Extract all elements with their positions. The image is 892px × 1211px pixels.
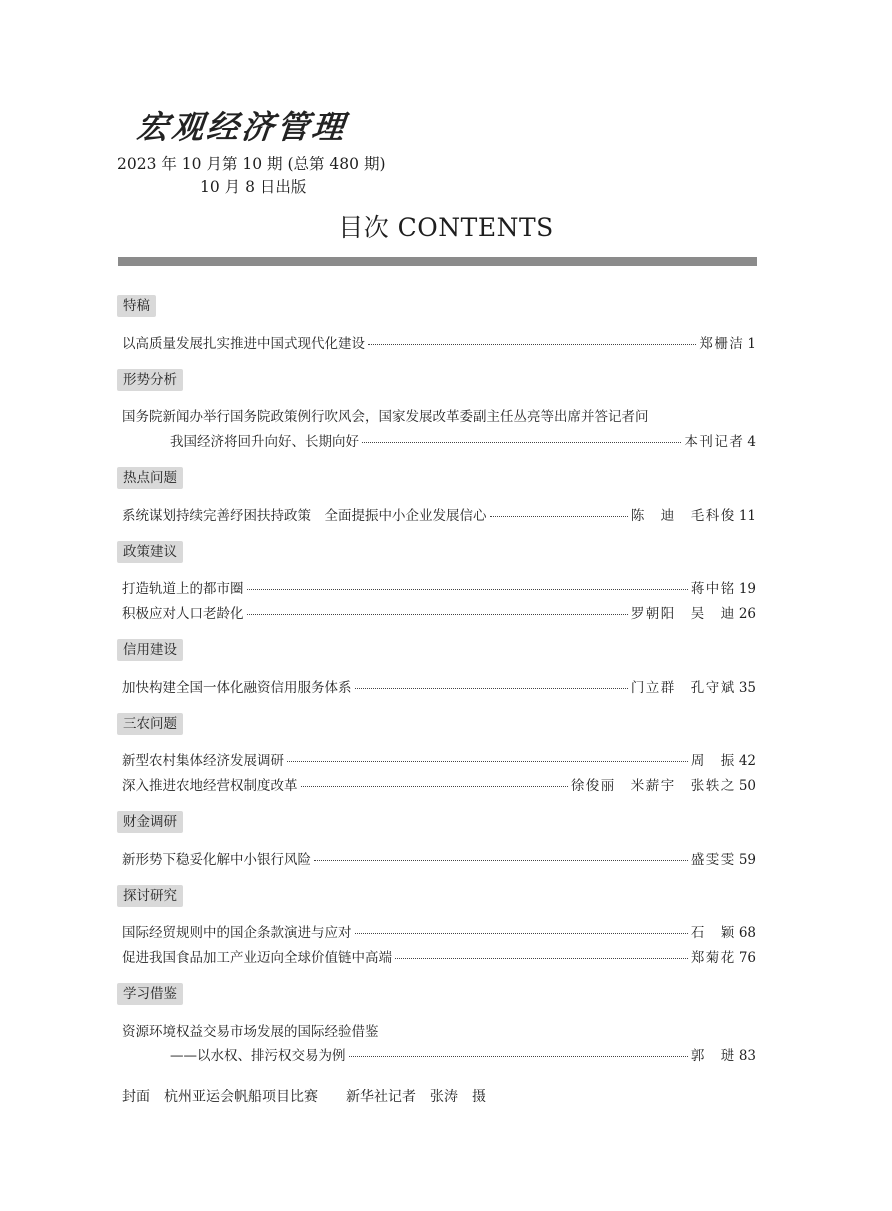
- article-author: 郑菊花: [690, 950, 736, 966]
- toc-entry[interactable]: [122, 1020, 756, 1040]
- toc-entry[interactable]: [122, 602, 756, 622]
- article-title: 新形势下稳妥化解中小银行风险: [122, 852, 311, 868]
- article-author: 郑栅洁: [699, 336, 745, 352]
- section-heading: 三农问题: [117, 713, 183, 735]
- article-title: 促进我国食品加工产业迈向全球价值链中高端: [122, 950, 392, 966]
- issue-number: 2023 年 10 月第 10 期 (总第 480 期): [117, 155, 386, 173]
- page-number: 42: [738, 753, 756, 769]
- article-author: 盛雯雯: [690, 852, 736, 868]
- toc-entry[interactable]: [122, 749, 756, 769]
- toc-entry[interactable]: [122, 504, 756, 524]
- toc-entry[interactable]: [122, 921, 756, 941]
- article-subtitle: 我国经济将回升向好、长期向好: [170, 434, 359, 450]
- page-number: 68: [738, 925, 756, 941]
- page-number: 26: [738, 606, 756, 622]
- article-title: 资源环境权益交易市场发展的国际经验借鉴: [122, 1024, 379, 1040]
- dot-leader: [247, 589, 688, 590]
- page-number: 35: [738, 680, 756, 696]
- dot-leader: [362, 442, 681, 443]
- article-author: 罗朝阳 吴 迪: [630, 606, 736, 622]
- article-title: 新型农村集体经济发展调研: [122, 753, 284, 769]
- dot-leader: [301, 786, 568, 787]
- section-heading: 信用建设: [117, 639, 183, 661]
- title-divider: [118, 257, 757, 266]
- dot-leader: [490, 516, 628, 517]
- section-heading: 热点问题: [117, 467, 183, 489]
- page-number: 11: [738, 508, 756, 524]
- toc-entry[interactable]: [122, 774, 756, 794]
- article-author: 石 颖: [690, 925, 736, 941]
- toc-entry[interactable]: [122, 405, 756, 425]
- journal-masthead: 宏观经济管理: [134, 108, 349, 146]
- section-heading: 探讨研究: [117, 885, 183, 907]
- article-author: 陈 迪 毛科俊: [630, 508, 736, 524]
- article-author: 周 振: [690, 753, 736, 769]
- article-title: 国务院新闻办举行国务院政策例行吹风会，国家发展改革委副主任丛亮等出席并答记者问: [122, 409, 649, 425]
- article-title: 国际经贸规则中的国企条款演进与应对: [122, 925, 352, 941]
- article-title: 系统谋划持续完善纾困扶持政策 全面提振中小企业发展信心: [122, 508, 487, 524]
- article-subtitle: ——以水权、排污权交易为例: [170, 1048, 346, 1064]
- article-title: 深入推进农地经营权制度改革: [122, 778, 298, 794]
- article-author: 门立群 孔守斌: [630, 680, 736, 696]
- article-author: 本刊记者: [684, 434, 745, 450]
- article-title: 加快构建全国一体化融资信用服务体系: [122, 680, 352, 696]
- dot-leader: [395, 958, 688, 959]
- article-title: 以高质量发展扎实推进中国式现代化建设: [122, 336, 365, 352]
- page-number: 1: [747, 336, 756, 352]
- article-title: 打造轨道上的都市圈: [122, 581, 244, 597]
- page-number: 19: [738, 581, 756, 597]
- article-author: 郭 琎: [690, 1048, 736, 1064]
- page-number: 59: [738, 852, 756, 868]
- section-heading: 政策建议: [117, 541, 183, 563]
- toc-entry[interactable]: [122, 848, 756, 868]
- dot-leader: [349, 1056, 688, 1057]
- section-heading: 财金调研: [117, 811, 183, 833]
- publication-date: 10 月 8 日出版: [200, 178, 307, 196]
- article-author: 徐俊丽 米薪宇 张轶之: [570, 778, 736, 794]
- section-heading: 特稿: [117, 295, 156, 317]
- dot-leader: [314, 860, 688, 861]
- dot-leader: [355, 933, 688, 934]
- cover-photo-credit: 封面 杭州亚运会帆船项目比赛 新华社记者 张涛 摄: [122, 1089, 486, 1105]
- article-author: 蒋中铭: [690, 581, 736, 597]
- page-number: 50: [738, 778, 756, 794]
- contents-title: 目次 CONTENTS: [338, 213, 554, 242]
- page-number: 83: [738, 1048, 756, 1064]
- toc-entry[interactable]: [122, 577, 756, 597]
- page-number: 76: [738, 950, 756, 966]
- section-heading: 学习借鉴: [117, 983, 183, 1005]
- dot-leader: [368, 344, 696, 345]
- toc-entry[interactable]: [122, 946, 756, 966]
- toc-entry-continuation[interactable]: [170, 430, 756, 450]
- dot-leader: [287, 761, 688, 762]
- toc-entry[interactable]: [122, 676, 756, 696]
- dot-leader: [247, 614, 628, 615]
- toc-entry[interactable]: [122, 332, 756, 352]
- toc-entry-continuation[interactable]: [170, 1044, 756, 1064]
- article-title: 积极应对人口老龄化: [122, 606, 244, 622]
- dot-leader: [355, 688, 628, 689]
- page-number: 4: [747, 434, 756, 450]
- section-heading: 形势分析: [117, 369, 183, 391]
